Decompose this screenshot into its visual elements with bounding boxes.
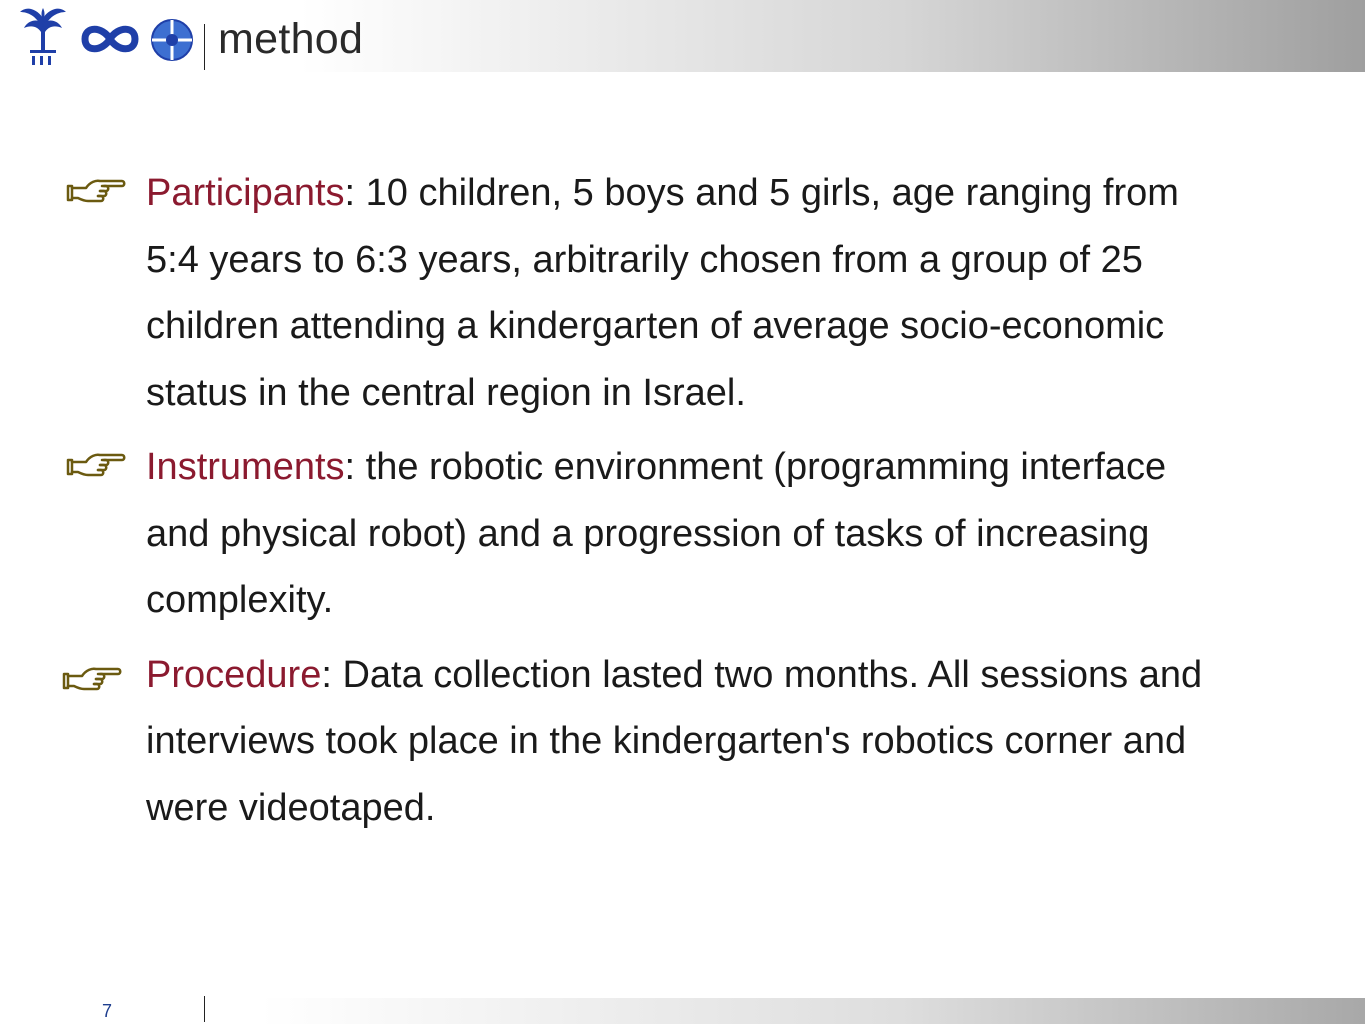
bullet-term: Participants [146,172,345,214]
footer-divider [204,996,205,1022]
globe-cross-icon [150,18,194,62]
bullet-text: : the robotic environment (programming interface and physical robot) and a progression of tasks of increasing complexity. [146,446,1167,621]
pointing-hand-icon [66,172,126,212]
bullet-text: : Data collection lasted two months. All sessions and interviews took place in the kindergarten's robotics corner and were videotaped. [146,653,1203,829]
tree-emblem-icon [18,4,68,68]
pointing-hand-icon [66,446,126,486]
pointing-hand-icon [62,660,122,700]
page-number: 7 [102,1001,113,1021]
bullet-instruments [146,434,1226,634]
slide-title: method [218,15,364,63]
bullet-participants [146,160,1226,426]
bullet-term: Instruments [146,446,345,488]
infinity-icon [80,22,140,56]
bullet-list [146,160,1226,849]
bullet-text: : 10 children, 5 boys and 5 girls, age ranging from 5:4 years to 6:3 years, arbitrarily chosen from a group of 25 children attending a kindergarten of average socio-economic status in the central region in Israel. [146,172,1179,414]
title-divider [204,24,205,70]
bullet-term: Procedure [146,653,322,696]
bullet-procedure [146,642,1226,842]
